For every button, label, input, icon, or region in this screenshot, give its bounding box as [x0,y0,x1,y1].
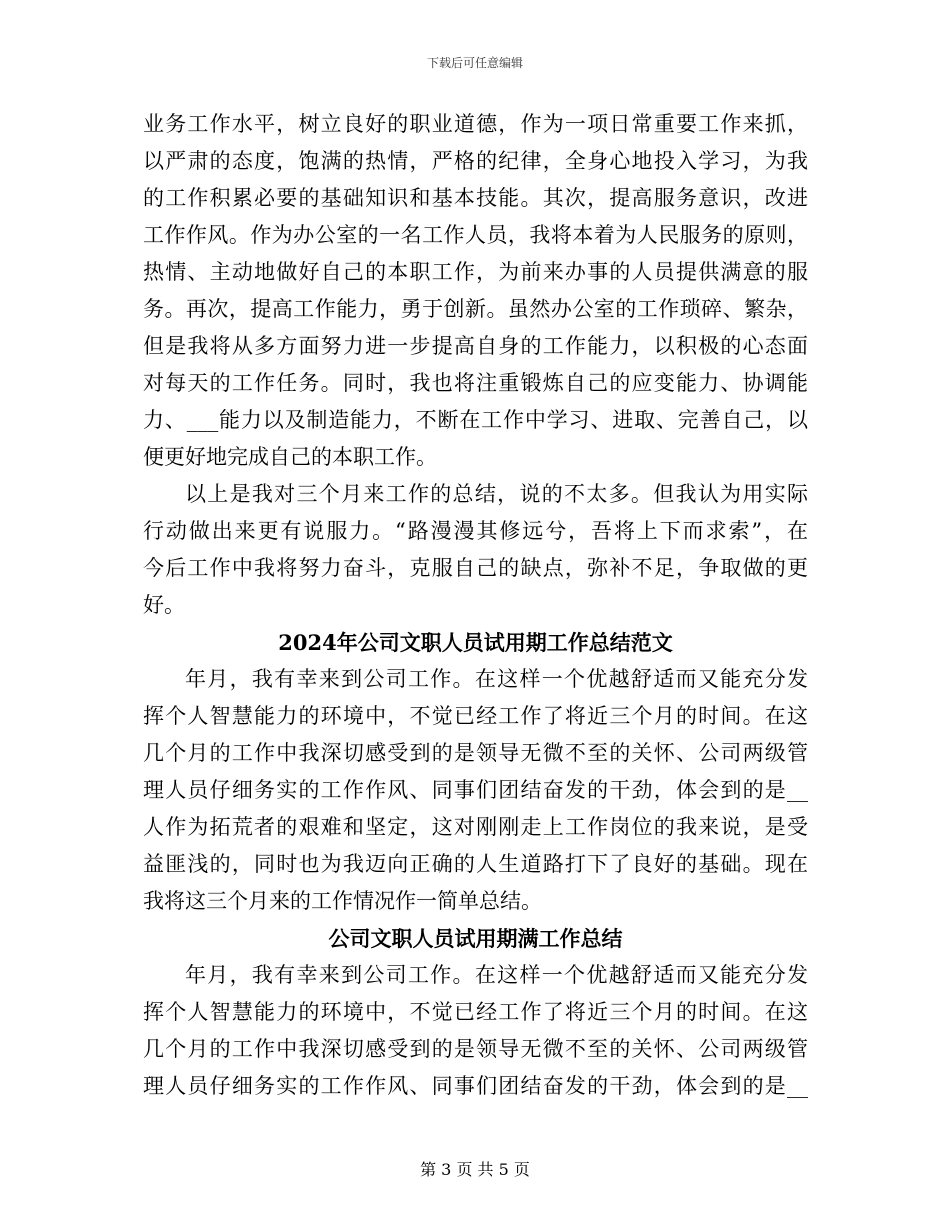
text-line: 工作作风。作为办公室的一名工作人员，我将本着为人民服务的原则， [143,223,808,247]
text-line: 但是我将从多方面努力进一步提高自身的工作能力，以积极的心态面 [143,334,808,358]
text-line: 年月，我有幸来到公司工作。在这样一个优越舒适而又能充分发 [185,963,808,987]
text-line: 行动做出来更有说服力。“路漫漫其修远兮，吾将上下而求索”，在 [143,519,808,543]
text-line: 今后工作中我将努力奋斗，克服自己的缺点，弥补不足，争取做的更 [143,556,808,580]
text-line: 好。 [143,593,185,617]
page-footer: 第 3 页 共 5 页 [420,1160,530,1179]
text-line: 务。再次，提高工作能力，勇于创新。虽然办公室的工作琐碎、繁杂， [143,297,808,321]
text-line: 年月，我有幸来到公司工作。在这样一个优越舒适而又能充分发 [185,667,808,691]
text-line: 我将这三个月来的工作情况作一简单总结。 [143,889,542,913]
section-paragraph [143,661,808,920]
paragraph-continuation [143,106,808,476]
page-header: 下载后可任意编辑 [426,56,523,70]
text-line: 理人员仔细务实的工作作风、同事们团结奋发的干劲，体会到的是__ [143,778,808,802]
text-line: 益匪浅的，同时也为我迈向正确的人生道路打下了良好的基础。现在 [143,852,808,876]
text-line: 挥个人智慧能力的环境中，不觉已经工作了将近三个月的时间。在这 [143,1000,808,1024]
text-line: 热情、主动地做好自己的本职工作，为前来办事的人员提供满意的服 [143,260,808,284]
text-line: 业务工作水平，树立良好的职业道德，作为一项日常重要工作来抓， [143,112,808,136]
text-line: 几个月的工作中我深切感受到的是领导无微不至的关怀、公司两级管 [143,1037,808,1061]
document-body [143,106,808,1105]
text-line: 对每天的工作任务。同时，我也将注重锻炼自己的应变能力、协调能 [143,371,808,395]
paragraph-summary [143,476,808,624]
section-title: 公司文职人员试用期满工作总结 [328,926,623,951]
text-line: 的工作积累必要的基础知识和基本技能。其次，提高服务意识，改进 [143,186,808,210]
text-line: 便更好地完成自己的本职工作。 [143,445,437,469]
text-line: 挥个人智慧能力的环境中，不觉已经工作了将近三个月的时间。在这 [143,704,808,728]
text-line: 理人员仔细务实的工作作风、同事们团结奋发的干劲，体会到的是__ [143,1074,808,1098]
text-line: 以上是我对三个月来工作的总结，说的不太多。但我认为用实际 [185,482,808,506]
text-line: 力、___能力以及制造能力，不断在工作中学习、进取、完善自己，以 [143,408,808,432]
section-title: 2024年公司文职人员试用期工作总结范文 [278,630,673,655]
section-paragraph [143,957,808,1105]
text-line: 人作为拓荒者的艰难和坚定，这对刚刚走上工作岗位的我来说，是受 [143,815,808,839]
text-line: 几个月的工作中我深切感受到的是领导无微不至的关怀、公司两级管 [143,741,808,765]
text-line: 以严肃的态度，饱满的热情，严格的纪律，全身心地投入学习，为我 [143,149,808,173]
